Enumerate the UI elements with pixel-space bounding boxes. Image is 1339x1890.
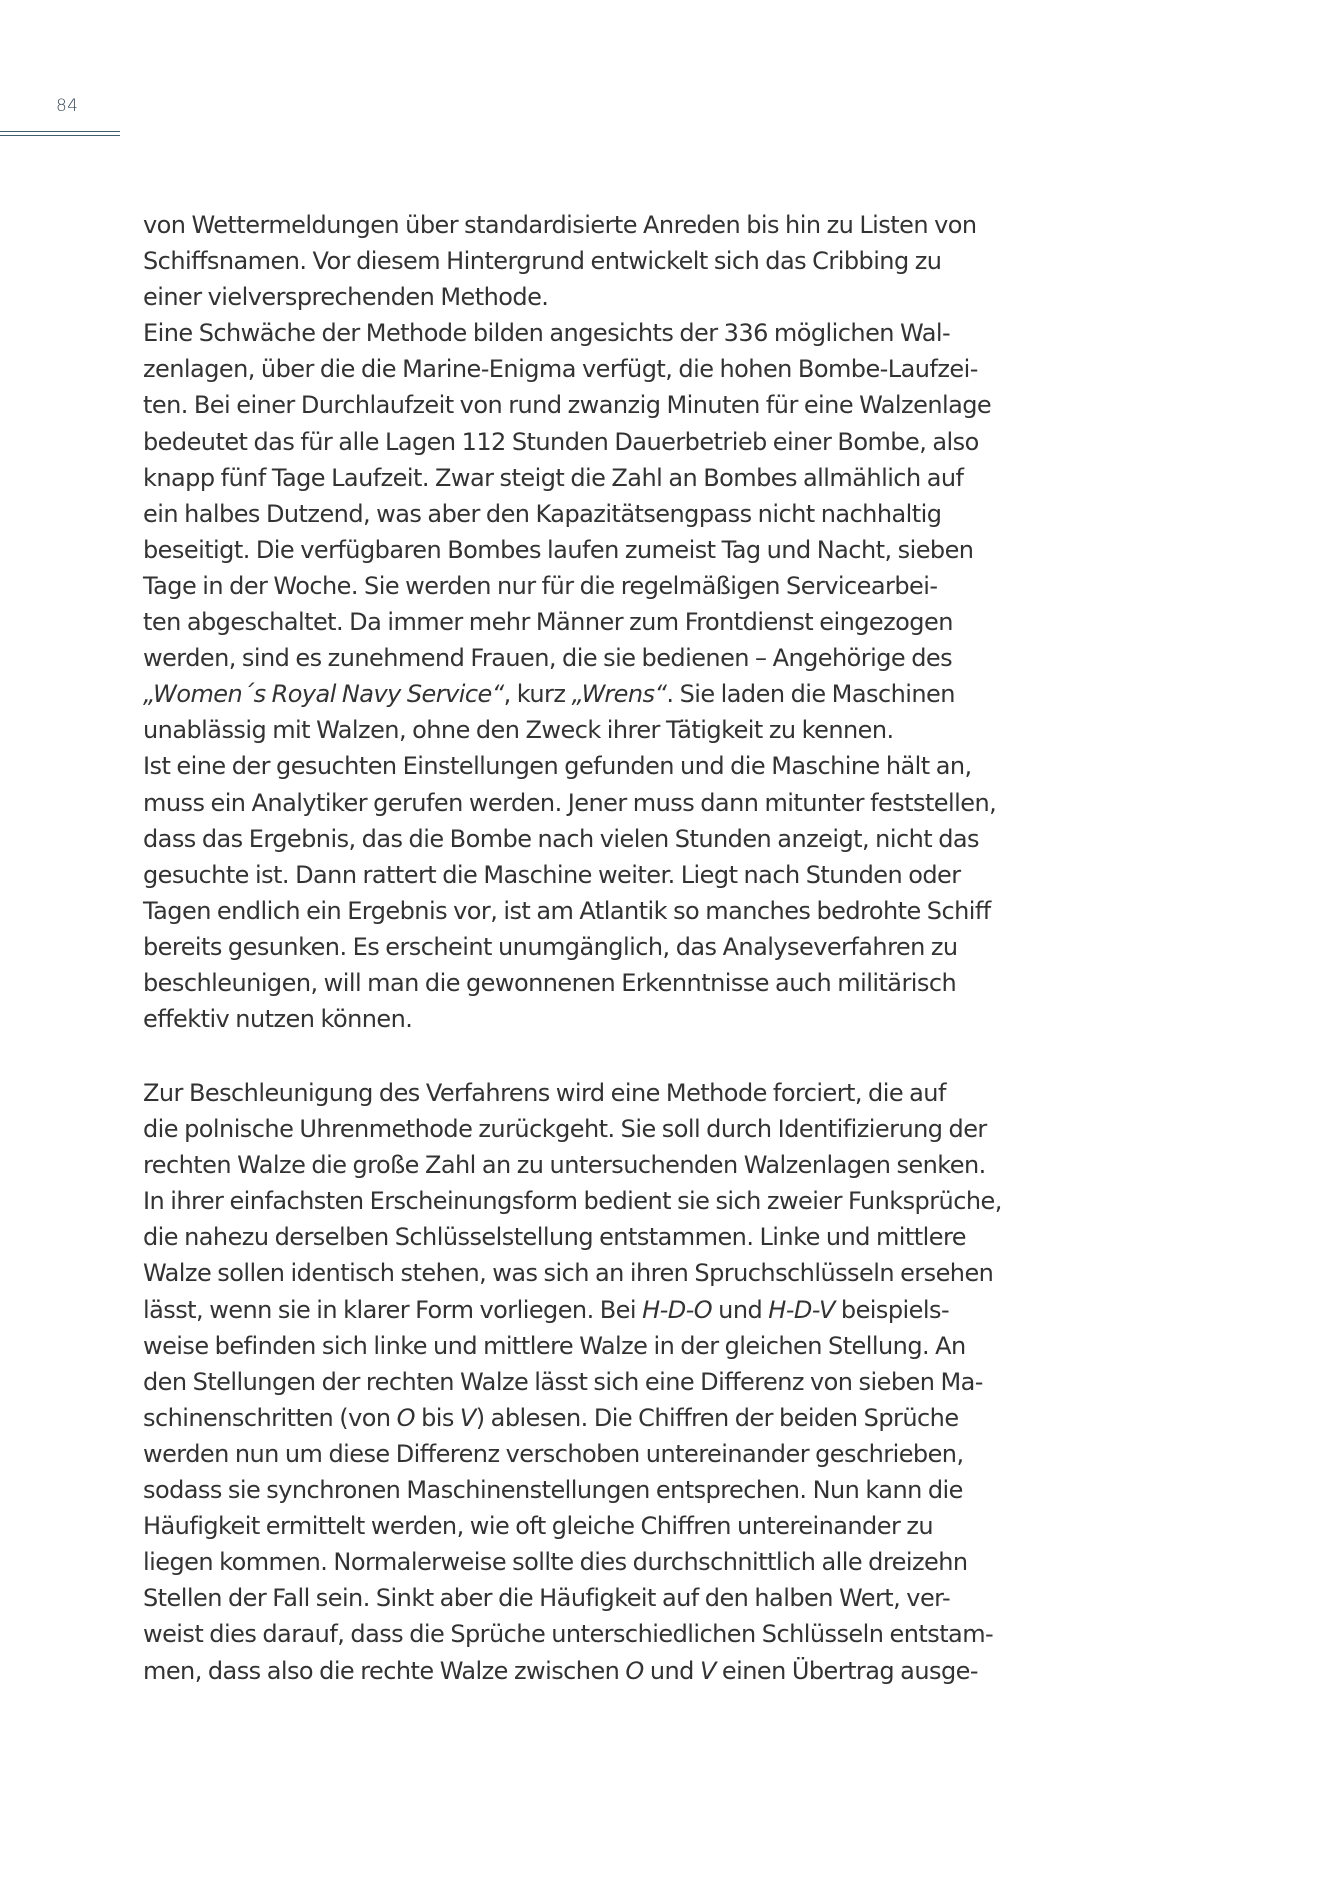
italic-term: O	[396, 1403, 415, 1432]
italic-term: V	[699, 1656, 716, 1685]
text-line: muss ein Analytiker gerufen werden. Jener muss dann mitunter feststellen,	[143, 788, 997, 817]
text-line: Zur Beschleunigung des Verfahrens wird eine Methode forciert, die auf	[143, 1079, 946, 1107]
text-line: Eine Schwäche der Methode bilden angesichts der 336 möglichen Wal-	[143, 319, 951, 348]
italic-term: „Wrens“	[571, 680, 667, 709]
text-line: Tagen endlich ein Ergebnis vor, ist am Atlantik so manches bedrohte Schiff	[143, 896, 991, 925]
text-line: gesuchte ist. Dann rattert die Maschine weiter. Liegt nach Stunden oder	[143, 860, 961, 889]
text-line: Stellen der Fall sein. Sinkt aber die Häufigkeit auf den halben Wert, ver-	[143, 1584, 951, 1613]
text-line: Schiffsnamen. Vor diesem Hintergrund entwickelt sich das Cribbing zu	[143, 247, 942, 276]
text-line: rechten Walze die große Zahl an zu untersuchenden Walzenlagen senken.	[143, 1151, 986, 1180]
paragraph-2	[143, 1075, 1043, 1689]
text-line: ten. Bei einer Durchlaufzeit von rund zwanzig Minuten für eine Walzenlage	[143, 391, 992, 420]
text-line: dass das Ergebnis, das die Bombe nach vielen Stunden anzeigt, nicht das	[143, 824, 980, 853]
text-line: In ihrer einfachsten Erscheinungsform bedient sie sich zweier Funksprüche,	[143, 1187, 1002, 1216]
text-line: bedeutet das für alle Lagen 112 Stunden Dauerbetrieb einer Bombe, also	[143, 427, 979, 456]
text-line: Ist eine der gesuchten Einstellungen gefunden und die Maschine hält an,	[143, 752, 972, 781]
italic-term: O	[625, 1656, 644, 1685]
italic-term: V	[459, 1403, 476, 1432]
text-line: effektiv nutzen können.	[143, 1005, 413, 1034]
text-line: werden, sind es zunehmend Frauen, die sie bedienen – Angehörige des	[143, 644, 953, 673]
text-line: einer vielversprechenden Methode.	[143, 283, 549, 312]
text-line: ein halbes Dutzend, was aber den Kapazitätsengpass nicht nachhaltig	[143, 499, 942, 528]
text-line: Tage in der Woche. Sie werden nur für die regelmäßigen Servicearbei-	[143, 571, 938, 600]
text-line: sodass sie synchronen Maschinenstellungen entsprechen. Nun kann die	[143, 1476, 963, 1505]
italic-term: H-D-O	[642, 1295, 713, 1324]
text-line: bereits gesunken. Es erscheint unumgänglich, das Analyseverfahren zu	[143, 932, 958, 961]
text-line: den Stellungen der rechten Walze lässt sich eine Differenz von sieben Ma-	[143, 1367, 983, 1396]
text-line: beseitigt. Die verfügbaren Bombes laufen zumeist Tag und Nacht, sieben	[143, 535, 974, 564]
text-line: lässt, wenn sie in klarer Form vorliegen. Bei H-D-O und H-D-V beispiels-	[143, 1295, 950, 1324]
text-line: die polnische Uhrenmethode zurückgeht. Sie soll durch Identifizierung der	[143, 1115, 987, 1144]
text-line: die nahezu derselben Schlüsselstellung entstammen. Linke und mittlere	[143, 1223, 966, 1252]
text-line: men, dass also die rechte Walze zwischen O und V einen Übertrag ausge-	[143, 1656, 978, 1685]
text-line: zenlagen, über die die Marine-Enigma verfügt, die hohen Bombe-Laufzei-	[143, 355, 978, 384]
text-line: von Wettermeldungen über standardisierte Anreden bis hin zu Listen von	[143, 211, 977, 239]
text-line: liegen kommen. Normalerweise sollte dies durchschnittlich alle dreizehn	[143, 1548, 968, 1577]
italic-term: H-D-V	[768, 1295, 835, 1324]
text-line: unablässig mit Walzen, ohne den Zweck ihrer Tätigkeit zu kennen.	[143, 716, 894, 745]
text-line: schinenschritten (von O bis V) ablesen. Die Chiffren der beiden Sprüche	[143, 1403, 959, 1432]
text-line: knapp fünf Tage Laufzeit. Zwar steigt die Zahl an Bombes allmählich auf	[143, 463, 964, 492]
paragraph-1	[143, 207, 1043, 1037]
text-line: beschleunigen, will man die gewonnenen Erkenntnisse auch militärisch	[143, 968, 957, 997]
text-line: „Women´s Royal Navy Service“, kurz „Wrens“. Sie laden die Maschinen	[143, 680, 955, 709]
header-rule	[0, 131, 120, 136]
text-line: weise befinden sich linke und mittlere Walze in der gleichen Stellung. An	[143, 1331, 966, 1360]
page-number: 84	[56, 96, 79, 116]
text-line: Walze sollen identisch stehen, was sich an ihren Spruchschlüsseln ersehen	[143, 1259, 994, 1288]
italic-term: „Women´s Royal Navy Service“	[143, 680, 504, 709]
text-line: ten abgeschaltet. Da immer mehr Männer zum Frontdienst eingezogen	[143, 608, 953, 637]
text-line: weist dies darauf, dass die Sprüche unterschiedlichen Schlüsseln entstam-	[143, 1620, 994, 1649]
text-line: werden nun um diese Differenz verschoben untereinander geschrieben,	[143, 1439, 964, 1468]
text-line: Häufigkeit ermittelt werden, wie oft gleiche Chiffren untereinander zu	[143, 1512, 934, 1541]
